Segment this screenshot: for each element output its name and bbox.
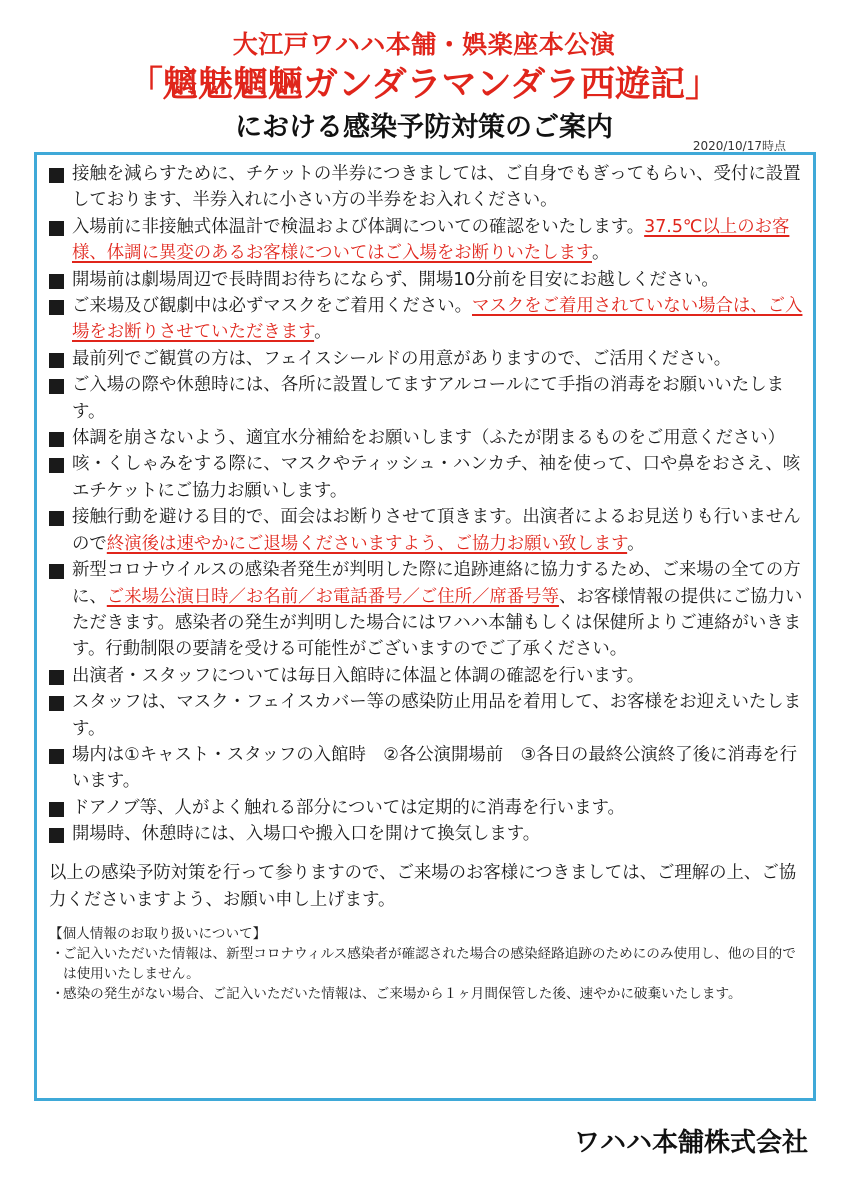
square-bullet-icon [49,564,64,579]
measure-item [49,821,805,847]
square-bullet-icon [49,511,64,526]
date-stamp: 2020/10/17時点 [692,139,786,153]
square-bullet-icon [49,828,64,843]
highlighted-notice: マスクをご着用されていない場合は、ご入場をお断りさせていただきます [72,296,803,343]
measure-text: 、お客様情報の提供にご協力いただきます。感染者の発生が判明した場合にはワハハ本舗もしくは保健所よりご連絡がいきます。行動制限の要請を受ける可能性がございますのでご了承ください。 [72,586,803,660]
measure-item [49,267,805,293]
measure-text: 出演者・スタッフについては毎日入館時に体温と体調の確認を行います。 [72,665,645,686]
measure-item [49,425,805,451]
measure-item [49,742,805,795]
square-bullet-icon [49,379,64,394]
measure-text: 開場時、休憩時には、入場口や搬入口を開けて換気します。 [72,824,541,845]
square-bullet-icon [49,749,64,764]
square-bullet-icon [49,458,64,473]
measure-text: 入場前に非接触式体温計で検温および体調についての確認をいたします。 [72,216,645,237]
privacy-item-text: ご記入いただいた情報は、新型コロナウィルス感染者が確認された場合の感染経路追跡のためにのみ使用し、他の目的では使用いたしません。 [63,945,796,982]
measure-item [49,451,805,504]
measure-text: ドアノブ等、人がよく触れる部分については定期的に消毒を行います。 [72,797,625,818]
measure-item [49,372,805,425]
privacy-item-text: 感染の発生がない場合、ご記入いただいた情報は、ご来場から１ヶ月間保管した後、速やかに破棄いたします。 [63,985,742,1002]
measure-item [49,795,805,821]
square-bullet-icon [49,802,64,817]
measure-text: ご来場及び観劇中は必ずマスクをご着用ください。 [72,296,472,317]
privacy-heading: 【個人情報のお取り扱いについて】 [49,925,267,942]
square-bullet-icon [49,696,64,711]
measure-text: 接触を減らすために、チケットの半券につきましては、ご自身でもぎってもらい、受付に設置しております、半券入れに小さい方の半券をお入れください。 [72,164,801,211]
measure-text: 。 [314,322,332,343]
measure-text: 最前列でご観賞の方は、フェイスシールドの用意がありますので、ご活用ください。 [72,348,732,369]
square-bullet-icon [49,300,64,315]
measures-list [49,161,805,848]
highlighted-notice: 終演後は速やかにご退場くださいますよう、ご協力お願い致します [106,533,628,554]
measure-text: 接触行動を避ける目的で、面会はお断りさせて頂きます。出演者によるお見送りも行いませんので [72,507,801,554]
notice-box [34,152,816,1101]
measure-item [49,161,805,214]
measure-text: 新型コロナウイルスの感染者発生が判明した際に追跡連絡に協力するため、ご来場の全ての方に、 [72,560,801,607]
square-bullet-icon [49,432,64,447]
measure-item [49,214,805,267]
measure-item [49,557,805,663]
highlighted-notice: 37.5℃以上のお客様、体調に異変のあるお客様についてはご入場をお断りいたします [72,216,790,264]
event-subtitle: 大江戸ワハハ本舗・娯楽座本公演 [232,30,616,59]
privacy-section [49,924,805,1004]
document-header [0,28,848,148]
highlighted-notice: ご来場公演日時／お名前／お電話番号／ご住所／席番号等 [106,586,559,607]
measure-text: 体調を崩さないよう、適宜水分補給をお願いします（ふたが閉まるものをご用意ください） [72,428,786,449]
page-heading: における感染予防対策のご案内 [235,112,613,143]
square-bullet-icon [49,221,64,236]
measure-item [49,689,805,742]
measure-item [49,293,805,346]
square-bullet-icon [49,670,64,685]
company-name: ワハハ本舗株式会社 [573,1128,808,1158]
square-bullet-icon [49,168,64,183]
measure-item [49,663,805,689]
event-title: 「魑魅魍魎ガンダラマンダラ西遊記」 [127,65,721,105]
privacy-item [49,944,805,984]
measure-text: 場内は①キャスト・スタッフの入館時 ②各公演開場前 ③各日の最終公演終了後に消毒を行います。 [72,744,798,792]
measure-text: ご入場の際や休憩時には、各所に設置してますアルコールにて手指の消毒をお願いいたします。 [72,375,784,422]
closing-statement: 以上の感染予防対策を行って参りますので、ご来場のお客様につきましては、ご理解の上、ご協力くださいますよう、お願い申し上げます。 [49,862,797,910]
measure-text: 。 [591,243,610,264]
measure-text: スタッフは、マスク・フェイスカバー等の感染防止用品を着用して、お客様をお迎えいたします。 [72,692,802,739]
measure-item [49,504,805,557]
measure-text: 開場前は劇場周辺で長時間お待ちにならず、開場10分前を目安にお越しください。 [72,269,719,290]
measure-item [49,346,805,372]
bullet-dot-icon: ・ [51,945,65,962]
square-bullet-icon [49,274,64,289]
measure-text: 咳・くしゃみをする際に、マスクやティッシュ・ハンカチ、袖を使って、口や鼻をおさえ、咳エチケットにご協力お願いします。 [72,454,801,501]
square-bullet-icon [49,353,64,368]
privacy-item [49,984,805,1004]
measure-text: 。 [627,533,645,554]
bullet-dot-icon: ・ [51,985,65,1002]
